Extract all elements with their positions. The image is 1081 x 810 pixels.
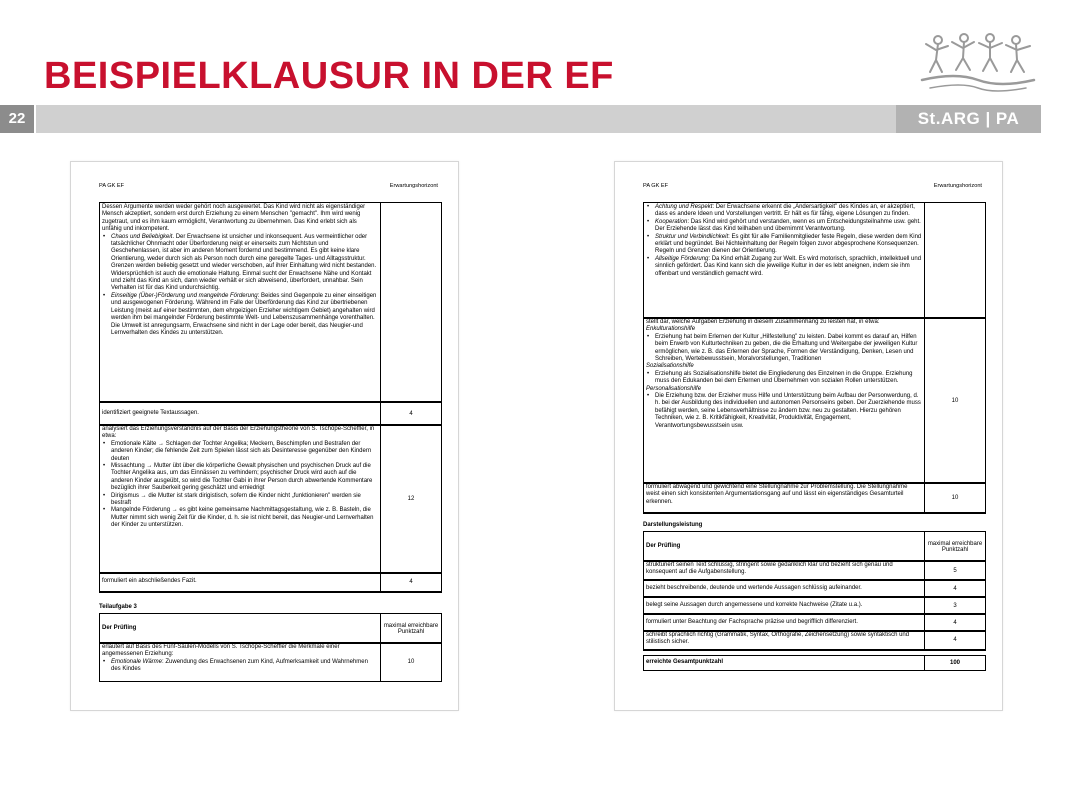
- criteria-block: [99, 424, 442, 574]
- bullet-title: Emotionale Wärme: [111, 658, 163, 665]
- criteria-block: [643, 202, 986, 319]
- bullet-text: : Beides sind Gegenpole zu einer einseitigen und ausgewogenen Förderung. Während im Falle der Überförderung das Kind zur übertriebenen Leistung (meist auf einer bestimmten, dem ehrgeizigen Erzieher wichtigem Gebiet) angehalten wird werden ihm bei mangelnder Förderung bestimmte Welt- und Lebenszusammenhänge vorenthalten. Die Umwelt ist anregungsarm, Erwachsene sind nicht in der Lage oder bereit, das Neugier-und Lernverhalten des Kindes zu unterstützen.: [111, 292, 377, 336]
- horizon-label: Erwartungshorizont: [933, 183, 982, 189]
- bullet-text: : Zuwendung des Erwachsenen zum Kind, Aufmerksamkeit und Wahrnehmen des Kindes: [111, 658, 368, 673]
- bullet-title: Kooperation: [655, 218, 688, 225]
- horizon-label: Erwartungshorizont: [389, 183, 438, 189]
- page-number: 22: [0, 105, 34, 133]
- points-cell: 4: [380, 573, 441, 591]
- criteria-text: erläutert auf Basis des Fünf-Säulen-Modells von S. Tschöpe-Scheffler die Merkmale einer angemessenen Erziehung:: [102, 644, 340, 658]
- points-cell: 4: [924, 614, 985, 631]
- points-cell: 12: [380, 425, 441, 573]
- subheading: Sozialisationshilfe: [646, 363, 694, 370]
- bullet-title: Chaos und Beliebigkeit: [111, 233, 173, 240]
- bullet-title: Einseitige (Über-)Förderung und mangelnde Förderung: [111, 292, 258, 299]
- table-row: [643, 560, 986, 581]
- criteria-text: strukturiert seinen Text schlüssig, stringent sowie gedanklich klar und bezieht sich genau und konsequent auf die Aufgabenstellung.: [646, 562, 893, 576]
- criteria-text: bezieht beschreibende, deutende und wertende Aussagen schlüssig aufeinander.: [646, 584, 862, 591]
- criteria-text: schreibt sprachlich richtig (Grammatik, Syntax, Orthografie, Zeichensetzung) sowie syntaktisch und stilistisch sicher.: [646, 632, 910, 646]
- school-logo-icon: [916, 28, 1041, 100]
- points-cell: 10: [924, 318, 985, 483]
- bullet-text: • Emotionale Kälte → Schlagen der Tochter Angelika; Meckern, Beschimpfen und Bestrafen der anderen Kinder; die fehlende Zeit zum Spielen lässt sich als Desinteresse gegenüber den Kindern deuten: [102, 441, 378, 463]
- criteria-row: [643, 482, 986, 514]
- criteria-text: analysiert das Erziehungsverständnis auf der Basis der Erziehungstheorie von S. Tschöpe-Scheffler, in etwa:: [102, 426, 375, 440]
- page-header: [643, 183, 982, 189]
- bullet-text: : Der Erwachsene erkennt die „Andersartigkeit" des Kindes an, er akzeptiert, dass es andere Ideen und Vorstellungen vertritt. Er hält es für fähig, eigene Lösungen zu finden.: [655, 204, 915, 218]
- points-cell: 3: [924, 597, 985, 614]
- bullet-text: • Die Erziehung bzw. der Erzieher muss Hilfe und Unterstützung beim Aufbau der Personwerdung, d. h. bei der Ausbildung des individuellen und autonomen Personseins geben. Der Zuerziehende muss befähigt werden, seine Lebensverhältnisse zu ändern bzw. neu zu gestalten. Hierzu gehören Techniken, wie z. B. Kritikfähigkeit, Kreativität, Produktivität, Engagement, Verantwortungsbewusstsein usw.: [646, 393, 922, 430]
- column-header: maximal erreichbare Punktzahl: [924, 532, 985, 561]
- bullet-text: • Dirigismus → die Mutter ist stark dirigistisch, sofern die Kinder nicht „funktionieren" werden sie bestraft: [102, 493, 378, 508]
- criteria-block: [643, 317, 986, 484]
- points-cell: 5: [924, 561, 985, 580]
- bullet-title: Struktur und Verbindlichkeit: [655, 233, 729, 240]
- section-heading: Darstellungsleistung: [643, 522, 703, 528]
- page-header: [99, 183, 438, 189]
- total-row: [643, 655, 986, 671]
- criteria-row: [99, 572, 442, 593]
- table-row: [643, 630, 986, 651]
- points-cell: 10: [380, 643, 441, 681]
- bullet-text: • Erziehung als Sozialisationshilfe bietet die Eingliederung des Einzelnen in die Gruppe. Erziehung muss den Edukanden bei dem Erlernen und Übernehmen von sozialen Rollen unterstützen.: [646, 371, 922, 386]
- course-label: PA GK EF: [99, 183, 125, 189]
- total-points: 100: [924, 656, 985, 670]
- criteria-text: formuliert unter Beachtung der Fachsprache präzise und begrifflich differenziert.: [646, 618, 858, 625]
- criteria-text: formuliert ein abschließendes Fazit.: [102, 578, 197, 585]
- criteria-row: [99, 401, 442, 426]
- points-cell: 4: [924, 631, 985, 649]
- header-band: [36, 105, 1041, 133]
- criteria-text: Dessen Argumente werden weder gehört noch ausgewertet. Das Kind wird nicht als eigenständiger Mensch akzeptiert, sondern erst durch Erziehung zu einem Menschen "gemacht". Ihm wird wenig zugetraut, und es ihm kaum ermöglicht, Verantwortung zu übernehmen. Das Kind erlebt sich als unfähig und inkompetent.: [102, 204, 366, 233]
- bullet-text: : Es gibt für alle Familienmitglieder feste Regeln, diese werden dem Kind erklärt und begründet. Bei Nichteinhaltung der Regeln folgen zuvor abgesprochene Konsequenzen. Regeln und Grenzen dienen der Orientierung.: [655, 233, 922, 255]
- table-header: [99, 613, 442, 644]
- criteria-text: identifiziert geeignete Textaussagen.: [102, 409, 199, 416]
- criteria-text: stellt dar, welche Aufgaben Erziehung in diesem Zusammenhang zu leisten hat, in etwa:: [646, 319, 880, 325]
- table-header: [643, 531, 986, 562]
- bullet-text: . Der Erwachsene ist unsicher und inkonsequent. Aus vermeintlicher oder tatsächlicher Ohnmacht oder Überforderung neigt er einerseits zum Nichtstun und Geschehenlassen, ist aber im anderen Moment fordernd und bestimmend. Es gibt keine klare Orientierung, weder durch sich als Person noch durch eine geregelte Tages- und Alltagsstruktur. Grenzen werden beliebig gesetzt und wieder verschoben, auf ihrer Einhaltung wird nicht bestanden. Widersprüchlich ist auch die emotionale Haltung. Einmal sucht der Erwachsene Nähe und Kontakt und zieht das Kind an sich, dann wieder verhält er sich abweisend, überfordert, unnahbar. Sein Verhalten ist für das Kind undurchsichtig.: [111, 233, 377, 292]
- criteria-block: [99, 642, 442, 682]
- criteria-text: formuliert abwägend und gewichtend eine Stellungnahme zur Problemstellung. Die Stellungnahme weist einen sich konsistenten Argumentationsgang auf und lässt ein eigenständiges Gesamturteil erkennen.: [646, 484, 908, 505]
- bullet-text: • Erziehung hat beim Erlernen der Kultur „Hilfestellung" zu leisten. Dabei kommt es darauf an, Hilfen beim Erwerb von Kulturtechniken zu geben, die die Erhaltung und Weitergabe der jeweiligen Kultur ermöglichen, wie z. B. das Erlernen der Sprache, Formen der Verständigung, Denken, Lesen und Schreiben, Wertebewusstsein, Moralvorstellungen, Traditionen: [646, 334, 922, 364]
- bullet-text: • Missachtung → Mutter übt über die körperliche Gewalt physischen und psychischen Druck auf die Tochter Angelika aus, um das Einnässen zu verhindern; psychischer Druck wird auch auf die anderen Kinder ausgeübt, so wird die Tochter Gabi in ihrer Person durch abwertende Kommentare bezüglich ihrer Sauberkeit gering geschätzt und erniedrigt: [102, 463, 378, 493]
- bullet-text: • Mangelnde Förderung → es gibt keine gemeinsame Nachmittagsgestaltung, wie z. B. Basteln, die Mutter nimmt sich wenig Zeit für die Kinder, d. h. sie ist nicht bereit, das Neugier-und Lernverhalten der Kinder zu unterstützen.: [102, 507, 378, 529]
- bullet-text: : Das Kind wird gehört und verstanden, wenn es um Entscheidungsteilnahme usw. geht. Der Erziehende lässt das Kind teilhaben und übernimmt Verantwortung.: [655, 218, 921, 233]
- section-heading: Teilaufgabe 3: [99, 604, 137, 610]
- course-label: PA GK EF: [643, 183, 669, 189]
- subheading: Enkulturationshilfe: [646, 326, 696, 333]
- points-cell: 4: [380, 402, 441, 425]
- column-header: maximal erreichbare Punktzahl: [380, 614, 441, 643]
- subheading: Personalisationshilfe: [646, 385, 702, 392]
- points-cell: 10: [924, 483, 985, 512]
- page-title: BEISPIELKLAUSUR IN DER EF: [44, 55, 614, 97]
- column-header: Der Prüfling: [102, 624, 137, 631]
- brand-label: St.ARG | PA: [896, 105, 1041, 133]
- document-page-right: [614, 161, 1003, 711]
- column-header: Der Prüfling: [646, 542, 681, 549]
- criteria-block: [99, 202, 442, 403]
- bullet-title: Achtung und Respekt: [655, 204, 713, 210]
- bullet-title: Allseitige Förderung: [655, 255, 709, 262]
- points-cell: 4: [924, 580, 985, 597]
- criteria-text: belegt seine Aussagen durch angemessene und korrekte Nachweise (Zitate u.a.).: [646, 601, 863, 608]
- bullet-text: : Da Kind erhält Zugang zur Welt. Es wird motorisch, sprachlich, intellektuell und sinnlich gefördert. Das Kind kann sich die jeweilige Kultur in der es lebt aneignen, indem sie ihm offenbart und verständlich gemacht wird.: [655, 255, 922, 277]
- document-page-left: [70, 161, 459, 711]
- total-label: erreichte Gesamtpunktzahl: [646, 659, 724, 666]
